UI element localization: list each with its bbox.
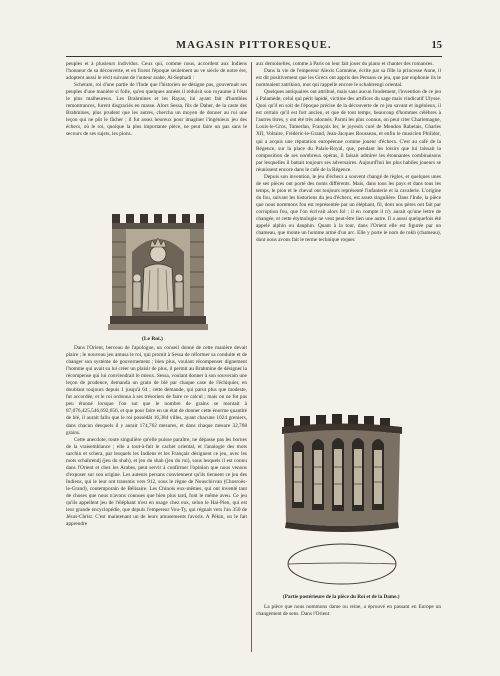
paragraph: Depuis son invention, le jeu d'échecs a souvent changé de règles, et quelques unes de ses pièces ont porté des noms différents. Mais, dans tous les pays et dans tous les temps, le pion et le cheval ont toujours représenté l'infanterie et la cavalerie. L'origine du fou, suivant les historiens du jeu d'échecs, est assez singulière. Dans l'Inde, la pièce que nous nommons fou est représentée par un éléphant, fil, dont nos pères ont fait par corruption fou, que l'on écrivait alors fol ; il en compte il n'y aurait qu'une lettre de changée, et cette étymologie ne veut peut-être lien une autre. Il a aussi quelquefois été appelé alphin ou dauphin. Quant à la tour, dans l'Orient elle est figurée par un chameau, que monte un homme armé d'un arc. Elle y porte le nom de rokh (chameau), dont nous avons fait le terme technique roquer. [256,173,441,244]
magazine-title: MAGASIN PITTORESQUE. [176,40,332,51]
paragraph: Quelques antiquaires ont attribué, mais sans aucun fondement, l'invention de ce jeu à Palamède, celui qui périt lapidé, victime des artifices du sage mais vindicatif Ulysse. Quoi qu'il en soit de l'époque précise de la découverte de ce jeu savant et ingénieux, il est certain qu'il est fort ancien, et que de tout temps, beaucoup d'hommes célèbres à l'autres titres, y ont été très adonnés. Parmi les plus connus, on peut citer Charlemagne, Louis-le-Gros, Tamerlan, François Ier, le joyeulx curé de Meudon Rabelais, Charles XII, Voltaire, Frédéric-le-Grand, Jean-Jacques Rousseau, et enfin le musicien Philidor, qui a acquis une réputation européenne comme joueur d'échecs. C'est au café de la Régence, sur la place du Palais-Royal, que, pendant les loisirs que lui laissait la composition de ses nombreux opéras, il faisait admirer les étonnantes combinaisons par lesquelles il battait toujours ses adversaires. Aujourd'hui les plus habiles joueurs se réunissent encore dans le café de la Régence. [256,89,441,173]
paragraph: Dans la vie de l'empereur Alexis Comnène, écrite par sa fille la princesse Anne, il est dit positivement que les Grecs ont appris des Persans ce jeu, que par euphonie ils le nommaient zatrikion, mot qui rappelle encore le schahtrengi oriental. [256,68,441,89]
left-column-top [66,61,247,139]
right-column-bottom [256,604,441,618]
page-number: 15 [431,40,442,51]
paragraph: La pièce que nous nommons dame ou reine, a éprouvé en passant en Europe un changement de sens. Dans l'Orient [256,604,441,618]
paragraph: peuples et à plusieurs individus. Ceux qui, comme nous, accordent aux Indiens l'honneur de sa découverte, et en fixent l'époque seulement au ve siècle de notre ère, adoptent aussi le récit suivant de l'auteur arabe, Al-Sephadi : [66,61,247,82]
figure-caption-back: (Partie postérieure de la pièce du Roi et de la Dame.) [283,594,400,600]
figure-caption-king: (Le Roi.) [142,336,163,342]
column-divider [251,62,252,652]
paragraph: Cette anecdote, toute singulière qu'elle puisse paraître, ne dépasse pas les bornes de la vraisemblance ; elle a tout-à-fait le cachet oriental, et l'analogie des mots sarchin et schera, par lesquels les Indiens et les Français désignent ce jeu, avec les mots schahrendj (jeu du shah), et jeu du shah (jeu du roi), sous lesquels il est connu dans l'Orient et chez les Arabes, peut servir à confirmer l'opinion que nous venons d'exposer sur son origine. Les auteurs persans conviennent qu'ils tiennent ce jeu des Indiens, qui le leur ont transmis vers 912, sous le règne de Nouschirvan (Chosroès-le-Grand), contemporain de Bélisaire. Les Chinois eux-mêmes, qui ont inventé tant de choses que nous n'avons connues que bien plus tard, font le même aveu. Ce jeu qu'ils appellent jeu de l'éléphant n'est en usage chez eux, selon le Hai-Pien, qui est leur grande encyclopédie, que depuis l'empereur Vou-Ty, qui régnait vers l'an 350 de Jésus-Christ. C'est maintenant un de leurs amusements favoris. A Pékin, on le fait apprendre [66,436,247,528]
left-column-bottom [66,345,247,528]
paragraph: aux demoiselles, comme à Paris on leur fait jouer du piano et chanter des romances. [256,61,434,67]
right-column-top [256,61,441,244]
paragraph: Scheram, roi d'une partie de l'Inde que l'historien ne désigne pas, gouvernait ses peuples d'une manière si folle, qu'en quelques années il réduisit son royaume à l'état le plus malheureux. Les Brahmines et les Rayas, lui ayant fait d'humbles remontrances, furent disgraciés en masse. Alors Sessa, fils de Daher, de la caste des Brahmines, plus prudent que les autres, chercha un moyen de donner au roi une leçon qui ne pût le fâcher ; il fut assez heureux pour imaginer l'ingénieux jeu des échecs, où le roi, quoique la plus importante pièce, ne peut faire un pas sans le secours de ses sujets, les pions. [66,82,247,138]
paragraph: Dans l'Orient, berceau de l'apologue, un conseil donné de cette manière devait plaire ; le nouveau jeu amusa le roi, qui promit à Sessa de réformer sa conduite et de changer son système de gouvernement ; bien plus, voulant récompenser dignement l'homme qui avait su lui créer un plaisir de plus, il permit au Brahmine de désigner la récompense qui lui conviendrait le mieux. Sessa, voulant donner à son souverain une leçon de prudence, demanda un grain de blé par chaque case de l'échiquier, en doublant toujours depuis 1 jusqu'à 64 ; cette demande, qui parut plus que modeste, fut accordée, et le roi ordonna à ses trésoriers de faire ce calcul ; mais on ne fut pas peu étonné lorsque l'on sut que le nombre de grains se montait à 87,076,425,546,692,656, et que pour faire en un état de donner cette énorme quantité de blé, il aurait fallu que le roi possédât 16,384 villes, ayant chacune 1024 greniers, dans chacun desquels il y aurait 174,762 mesures, et dans chaque mesure 32,768 grains. [66,345,247,436]
king-queen-back-figure [278,412,406,590]
king-chess-piece-figure [108,212,212,334]
page-header [66,40,442,57]
